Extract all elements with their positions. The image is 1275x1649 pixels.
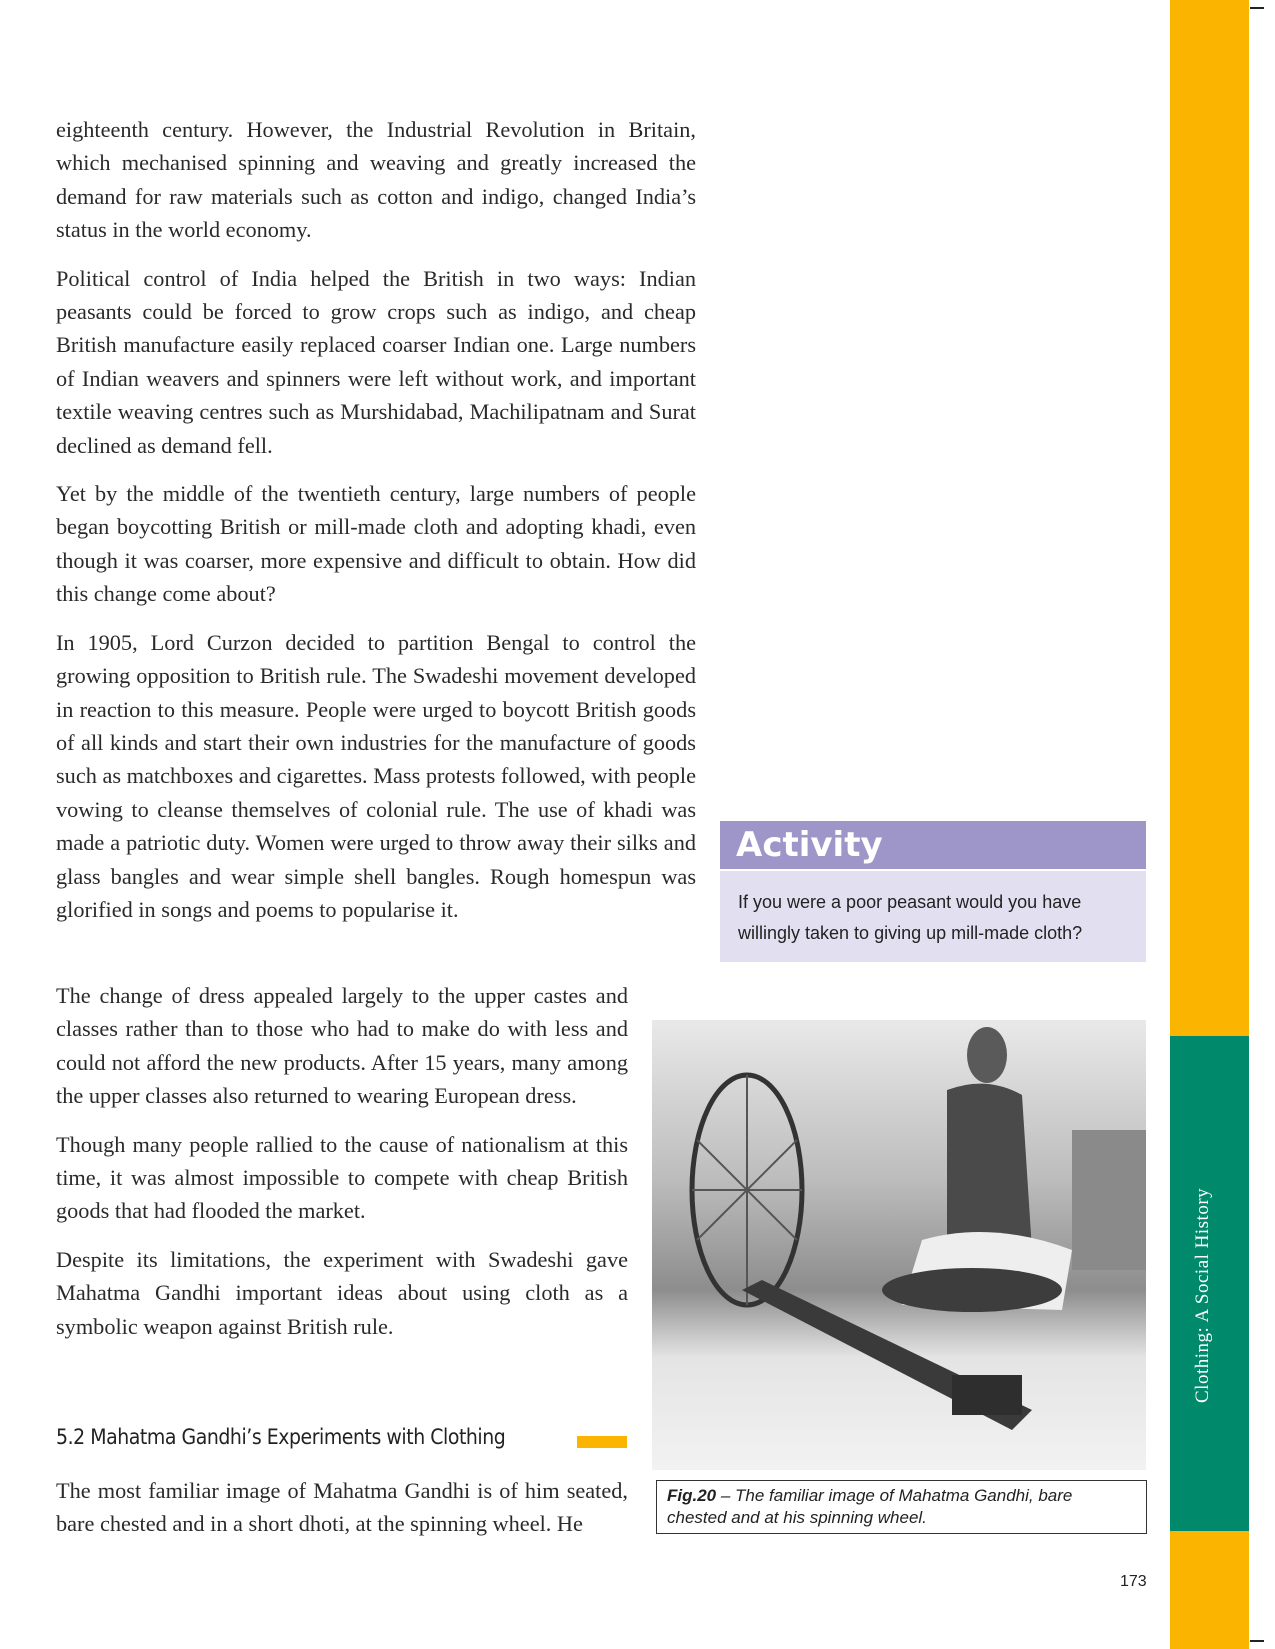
page-number: 173 bbox=[1120, 1573, 1147, 1590]
chapter-tab-label: Clothing: A Social History bbox=[1192, 1187, 1213, 1403]
crop-mark bbox=[1250, 7, 1264, 9]
figure-label: Fig.20 bbox=[667, 1486, 717, 1505]
paragraph: The change of dress appealed largely to the upper castes and classes rather than to those who had to make do with less and could not afford the new products. After 15 years, many among the upper classes also returned to wearing European dress. bbox=[56, 983, 628, 1109]
activity-text: If you were a poor peasant would you have willingly taken to giving up mill-made cloth? bbox=[720, 871, 1146, 962]
paragraph: In 1905, Lord Curzon decided to partition Bengal to control the growing opposition to British rule. The Swadeshi movement developed in reaction to this measure. People were urged to boycott British goods of all kinds and start their own industries for the manufacture of goods such as matchboxes and cigarettes. Mass protests followed, with people vowing to cleanse themselves of colonial rule. The use of khadi was made a patriotic duty. Women were urged to throw away their silks and glass bangles and wear simple shell bangles. Rough homespun was glorified in songs and poems to popularise it. bbox=[56, 629, 696, 922]
figure-caption-text: – The familiar image of Mahatma Gandhi, bare chested and at his spinning wheel. bbox=[667, 1486, 1073, 1527]
paragraph: Though many people rallied to the cause of nationalism at this time, it was almost impossible to compete with cheap British goods that had flooded the market. bbox=[56, 1131, 628, 1224]
section-heading: 5.2 Mahatma Gandhi’s Experiments with Clothing bbox=[56, 1425, 506, 1449]
activity-title: Activity bbox=[720, 821, 1146, 869]
paragraph: Political control of India helped the British in two ways: Indian peasants could be forced to grow crops such as indigo, and cheap British manufacture easily replaced coarser Indian one. Large numbers of Indian weavers and spinners were left without work, and important textile weaving centres such as Murshidabad, Machilipatnam and Surat declined as demand fell. bbox=[56, 265, 696, 458]
gandhi-spinning-wheel-photo bbox=[652, 1020, 1146, 1470]
crop-mark bbox=[1250, 1640, 1264, 1642]
body-text-top bbox=[56, 113, 696, 941]
paragraph: The most familiar image of Mahatma Gandhi is of him seated, bare chested and in a short dhoti, at the spinning wheel. He bbox=[56, 1478, 628, 1537]
paragraph: Despite its limitations, the experiment with Swadeshi gave Mahatma Gandhi important ideas about using cloth as a symbolic weapon against British rule. bbox=[56, 1246, 628, 1339]
paragraph: eighteenth century. However, the Industrial Revolution in Britain, which mechanised spinning and weaving and greatly increased the demand for raw materials such as cotton and indigo, changed India’s status in the world economy. bbox=[56, 117, 696, 243]
paragraph: Yet by the middle of the twentieth century, large numbers of people began boycotting British or mill-made cloth and adopting khadi, even though it was coarser, more expensive and difficult to obtain. How did this change come about? bbox=[56, 481, 696, 607]
body-text-mid bbox=[56, 979, 628, 1358]
figure-caption bbox=[656, 1480, 1147, 1534]
body-text-bottom bbox=[56, 1474, 628, 1556]
heading-accent-bar bbox=[577, 1436, 627, 1448]
